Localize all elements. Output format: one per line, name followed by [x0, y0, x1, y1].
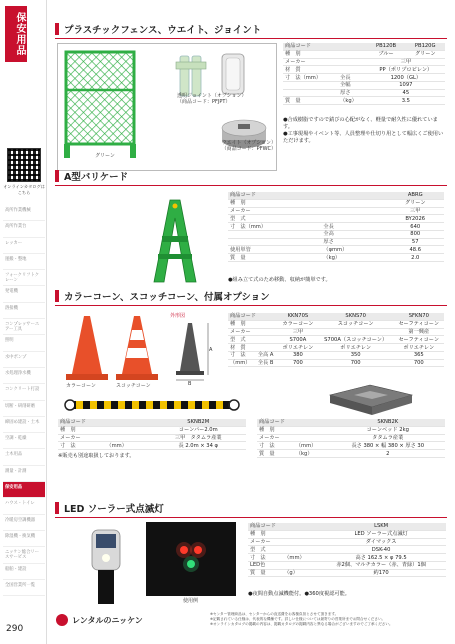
table-cell: 三甲: [278, 328, 318, 336]
brand-mark: [56, 614, 68, 626]
table-cell: 赤2個、マルチカラー（赤、青緑）1個: [316, 561, 446, 569]
cone-bar-spec-table: [58, 419, 246, 450]
table-cell: セーフティコーン: [394, 320, 444, 328]
table-row: [248, 538, 446, 546]
table-cell: コーンバー2.0m: [151, 426, 246, 434]
table-cell: S700A: [278, 336, 318, 344]
row-label: メーカー: [58, 434, 104, 442]
note-line: ●夜間自動点滅機能付。●360度視認可能。: [248, 591, 350, 597]
section-barricade-title: A型バリケード: [64, 172, 129, 183]
table-cell: PP（ポリプロピレン）: [367, 66, 445, 74]
table-row: [58, 442, 246, 450]
table-header-cell: PB120B: [367, 43, 406, 50]
note-line: ●組み立て式のため移動、収納が簡単です。: [228, 277, 331, 283]
table-cell: 長 2.0m × 34 φ: [151, 442, 246, 450]
row-sublabel: 全高 A: [256, 351, 278, 359]
section-fence-header: [55, 22, 261, 36]
sidebar-category[interactable]: 空調・乾燥: [3, 433, 45, 449]
table-cell: 1200（GL）: [367, 74, 445, 82]
table-header-row: [257, 419, 445, 426]
row-sublabel: [282, 530, 316, 538]
sidebar-category[interactable]: 締固め建設・土木: [3, 417, 45, 433]
row-label: 種 別: [228, 199, 321, 207]
color-cone-image: [66, 316, 108, 380]
row-sublabel: [256, 344, 278, 352]
solar-notes: [248, 591, 446, 598]
table-header-row: [283, 43, 445, 50]
row-sublabel: [282, 561, 316, 569]
table-cell: 700: [278, 359, 318, 367]
table-cell: 高さ 162.5 × φ 79.5: [316, 554, 446, 562]
row-label: [283, 89, 338, 97]
sidebar-category[interactable]: 全国営業所一覧: [3, 580, 45, 596]
row-label: 種 別: [257, 426, 294, 434]
row-sublabel: [294, 434, 331, 442]
table-cell: 640: [386, 223, 444, 231]
table-cell: 380: [278, 351, 318, 359]
table-row: [228, 328, 444, 336]
row-sublabel: [256, 320, 278, 328]
row-sublabel: [282, 538, 316, 546]
cone-pad-spec-table: [257, 419, 445, 458]
sidebar-category[interactable]: 保安用品: [3, 482, 45, 498]
row-sublabel: （mm）: [294, 442, 331, 450]
row-sublabel: 全長: [321, 223, 386, 231]
barricade-spec-table: [228, 192, 444, 262]
table-cell: コーンベッド 2kg: [330, 426, 445, 434]
row-sublabel: [321, 215, 386, 223]
sidebar-category[interactable]: 発電機: [3, 286, 45, 302]
divider: [55, 38, 447, 39]
row-label: 材 質: [228, 344, 256, 352]
row-label: 型 式: [228, 215, 321, 223]
table-header-cell: 商品コード: [228, 313, 278, 320]
row-label: 質 量: [228, 254, 321, 262]
table-header-cell: ABRG: [386, 192, 444, 199]
row-sublabel: （mm）: [104, 442, 150, 450]
table-cell: 三甲: [386, 207, 444, 215]
row-label: 型 式: [228, 336, 256, 344]
sidebar-category[interactable]: 測量・計測: [3, 466, 45, 482]
section-barricade-header: [55, 169, 128, 183]
row-sublabel: （φmm）: [321, 246, 386, 254]
row-label: [228, 230, 321, 238]
table-row: [228, 238, 444, 246]
table-row: [283, 97, 445, 105]
fence-spec-table: [283, 43, 445, 105]
qr-code[interactable]: [7, 148, 41, 182]
table-cell: 2: [330, 450, 445, 458]
row-label: メーカー: [228, 328, 256, 336]
sidebar: [0, 0, 47, 644]
table-header-cell: SKNB2M: [151, 419, 246, 426]
scotch-cone-caption: スコッチコーン: [116, 383, 151, 389]
brand-name: レンタルのニッケン: [72, 615, 143, 625]
table-row: [228, 199, 444, 207]
row-sublabel: [256, 328, 278, 336]
divider: [55, 305, 447, 306]
qr-caption: オンラインカタログはこちら: [3, 184, 45, 195]
row-label: [283, 81, 338, 89]
table-cell: 三甲: [367, 58, 445, 66]
row-sublabel: （kg）: [321, 254, 386, 262]
section-solar-title: LED ソーラー式点滅灯: [64, 504, 164, 515]
table-header-cell: 商品コード: [257, 419, 330, 426]
table-cell: ポリエチレン: [394, 344, 444, 352]
table-cell: 約170: [316, 569, 446, 577]
sidebar-category[interactable]: 切断・研削研磨: [3, 401, 45, 417]
table-row: [228, 254, 444, 262]
row-label: メーカー: [248, 538, 282, 546]
solar-light-figure: [84, 524, 128, 606]
table-row: [228, 230, 444, 238]
fence-panel: [64, 52, 136, 158]
table-header-cell: PB120G: [405, 43, 445, 50]
row-label: 材 質: [283, 66, 338, 74]
table-row: [283, 58, 445, 66]
row-sublabel: 厚さ: [338, 89, 367, 97]
row-label: LED色: [248, 561, 282, 569]
cone-bar-note: ※販売も別途取扱しております。: [58, 453, 135, 459]
weight-caption: ウエイト（オプション） （商品コード：PFWC）: [221, 140, 276, 152]
table-row: [228, 359, 444, 367]
table-cell: ポリエチレン: [278, 344, 318, 352]
table-cell: グリーン: [405, 50, 445, 58]
row-sublabel: 全高: [321, 230, 386, 238]
fence-caption: グリーン: [95, 153, 115, 159]
table-row: [283, 81, 445, 89]
row-sublabel: [338, 58, 367, 66]
table-cell: ブルー: [367, 50, 406, 58]
table-header-row: [58, 419, 246, 426]
row-label: 質 量: [283, 97, 338, 105]
table-row: [58, 426, 246, 434]
table-row: [248, 546, 446, 554]
table-cell: BY2026: [386, 215, 444, 223]
table-row: [228, 336, 444, 344]
cone-dimension-figure: [168, 311, 216, 385]
joint-caption: 透明ジョイント（オプション） （商品コード：PFJPT）: [177, 93, 247, 105]
sidebar-category[interactable]: フォークリフトクレーン: [3, 270, 45, 286]
table-row: [257, 434, 445, 442]
row-sublabel: [294, 426, 331, 434]
divider: [55, 185, 447, 186]
sidebar-category[interactable]: 船舶・建設: [3, 564, 45, 580]
table-cell: セーフティコーン: [394, 336, 444, 344]
table-cell: 350: [318, 351, 394, 359]
table-header-cell: 商品コード: [283, 43, 367, 50]
sidebar-category[interactable]: ニッケン総合リースサービス: [3, 547, 45, 563]
section-fence-title: プラスチックフェンス、ウエイト、ジョイント: [64, 25, 262, 36]
table-row: [228, 320, 444, 328]
sidebar-category[interactable]: 除湿機・換気機: [3, 531, 45, 547]
table-cell: ダイマックス: [316, 538, 446, 546]
sidebar-category[interactable]: コンプレッサーエアー工具: [3, 319, 45, 335]
table-row: [228, 344, 444, 352]
table-row: [257, 442, 445, 450]
table-cell: 第一興産: [394, 328, 444, 336]
sidebar-title: 保安用品: [5, 6, 27, 62]
table-row: [257, 450, 445, 458]
dimension-a: A: [209, 347, 213, 353]
sidebar-category[interactable]: 運搬・整地: [3, 254, 45, 270]
row-label: 種 別: [248, 530, 282, 538]
table-row: [257, 426, 445, 434]
table-cell: 700: [318, 359, 394, 367]
row-sublabel: 全長 B: [256, 359, 278, 367]
table-header-cell: 商品コード: [248, 523, 316, 530]
sidebar-category[interactable]: 高所作業機械: [3, 205, 45, 221]
divider: [55, 517, 447, 518]
table-cell: 1097: [367, 81, 445, 89]
row-label: 種 別: [283, 50, 338, 58]
table-row: [228, 215, 444, 223]
table-cell: 45: [367, 89, 445, 97]
table-row: [228, 223, 444, 231]
scotch-cone-image: [116, 316, 158, 380]
row-sublabel: （mm）: [282, 554, 316, 562]
row-sublabel: [104, 434, 150, 442]
barricade-figure: [140, 196, 210, 286]
row-label: メーカー: [283, 58, 338, 66]
row-sublabel: [321, 199, 386, 207]
row-sublabel: [256, 336, 278, 344]
row-label: 使用単管: [228, 246, 321, 254]
table-row: [248, 561, 446, 569]
table-cell: LED ソーラー式点滅灯: [316, 530, 446, 538]
cones-spec-table: [228, 313, 444, 367]
table-header-row: [248, 523, 446, 530]
row-label: 寸 法: [257, 442, 294, 450]
category-list: [3, 205, 45, 596]
table-row: [283, 74, 445, 82]
solar-usage-photo: [146, 522, 236, 596]
table-cell: 365: [394, 351, 444, 359]
row-label: （mm）: [228, 359, 256, 367]
row-sublabel: [282, 546, 316, 554]
table-row: [228, 207, 444, 215]
row-sublabel: [321, 207, 386, 215]
row-sublabel: 全長: [338, 74, 367, 82]
table-cell: [318, 328, 394, 336]
sidebar-category[interactable]: 高所作業台: [3, 221, 45, 237]
table-cell: カラーコーン: [278, 320, 318, 328]
row-label: 寸 法: [58, 442, 104, 450]
row-sublabel: [104, 426, 150, 434]
table-header-row: [228, 313, 444, 320]
table-cell: グリーン: [386, 199, 444, 207]
table-header-cell: SFKN70: [394, 313, 444, 320]
solar-usage-caption: 使用例: [183, 598, 199, 604]
joint-image: [176, 56, 206, 96]
fence-notes: [283, 117, 445, 145]
sidebar-category[interactable]: 水中ポンプ: [3, 352, 45, 368]
row-sublabel: 全幅: [338, 81, 367, 89]
table-row: [58, 434, 246, 442]
footer-notes: ※センター管理商品は、センターからの直送費をお客様負担とさせて頂きます。 ※記載されている仕様は、代表的な機種です。詳しい仕様については最寄りの営業所までお問合せください。 ※オンラインカタログの掲載の内容は、掲載カタログの掲載内容と異なる場合がございますのでご了承ください。: [210, 612, 393, 626]
sidebar-category[interactable]: レッカー: [3, 238, 45, 254]
row-sublabel: （g）: [282, 569, 316, 577]
dimension-b: B: [188, 381, 192, 385]
row-label: 型 式: [248, 546, 282, 554]
row-label: 質 量: [257, 450, 294, 458]
table-cell: 三甲 タタムラ産業: [151, 434, 246, 442]
section-cones-header: [55, 289, 270, 303]
note-line: ●工事現場やイベント等、人員整理や仕切り用として幅広くご使用いただけます。: [283, 131, 444, 144]
row-sublabel: （kg）: [294, 450, 331, 458]
table-cell: 57: [386, 238, 444, 246]
section-cones-title: カラーコーン、スコッチコーン、付属オプション: [64, 292, 270, 303]
table-row: [283, 89, 445, 97]
row-sublabel: 厚さ: [321, 238, 386, 246]
sidebar-category[interactable]: 土木用品: [3, 449, 45, 465]
table-header-cell: 商品コード: [58, 419, 151, 426]
table-row: [228, 246, 444, 254]
row-label: 質 量: [248, 569, 282, 577]
row-label: 寸 法（mm）: [228, 223, 321, 231]
cone-pad-figure: [320, 381, 420, 421]
brand-logo: [56, 612, 143, 628]
row-sublabel: [338, 50, 367, 58]
table-cell: DSK-40: [316, 546, 446, 554]
section-solar-header: [55, 501, 164, 515]
table-cell: 3.5: [367, 97, 445, 105]
table-header-cell: KKN70S: [278, 313, 318, 320]
table-cell: 700: [394, 359, 444, 367]
table-row: [248, 569, 446, 577]
table-header-cell: LSKM: [316, 523, 446, 530]
table-cell: 800: [386, 230, 444, 238]
table-cell: ポリエチレン: [318, 344, 394, 352]
sidebar-category[interactable]: ハウス・トイレ: [3, 498, 45, 514]
sidebar-category[interactable]: コンクリート打設: [3, 384, 45, 400]
table-row: [283, 66, 445, 74]
table-row: [248, 554, 446, 562]
table-cell: 2.0: [386, 254, 444, 262]
table-header-cell: 商品コード: [228, 192, 386, 199]
table-row: [283, 50, 445, 58]
table-cell: 48.6: [386, 246, 444, 254]
row-label: メーカー: [228, 207, 321, 215]
solar-spec-table: [248, 523, 446, 577]
cones-figure: [62, 312, 172, 384]
row-label: メーカー: [257, 434, 294, 442]
table-row: [228, 351, 444, 359]
row-label: 寸 法（mm）: [283, 74, 338, 82]
table-cell: 長さ 380 × 幅 380 × 厚さ 30: [330, 442, 445, 450]
row-sublabel: （kg）: [338, 97, 367, 105]
table-cell: スコッチコーン: [318, 320, 394, 328]
dimension-label: 外形図: [170, 313, 186, 319]
sidebar-category[interactable]: 水処理浄水機: [3, 368, 45, 384]
row-label: 寸 法: [248, 554, 282, 562]
note-line: ●合成樹脂ですので錆びの心配がなく、軽量で耐久性に優れています。: [283, 117, 438, 130]
table-cell: S700A（スコッチコーン）: [318, 336, 394, 344]
table-header-cell: SKNB2K: [330, 419, 445, 426]
joint-clear-image: [222, 54, 244, 94]
page-number: 290: [6, 624, 24, 634]
color-cone-caption: カラーコーン: [66, 383, 96, 389]
table-header-cell: SKNS70: [318, 313, 394, 320]
row-label: 種 別: [228, 320, 256, 328]
row-label: 種 別: [58, 426, 104, 434]
sidebar-category[interactable]: 冷暖房空調機器: [3, 515, 45, 531]
row-label: 寸 法: [228, 351, 256, 359]
barricade-notes: [228, 277, 444, 284]
table-header-row: [228, 192, 444, 199]
table-cell: タタムラ産業: [330, 434, 445, 442]
cone-bar-figure: [62, 394, 242, 416]
sidebar-category[interactable]: 溶接機: [3, 303, 45, 319]
row-sublabel: [338, 66, 367, 74]
row-label: [228, 238, 321, 246]
sidebar-category[interactable]: 照明: [3, 335, 45, 351]
table-row: [248, 530, 446, 538]
